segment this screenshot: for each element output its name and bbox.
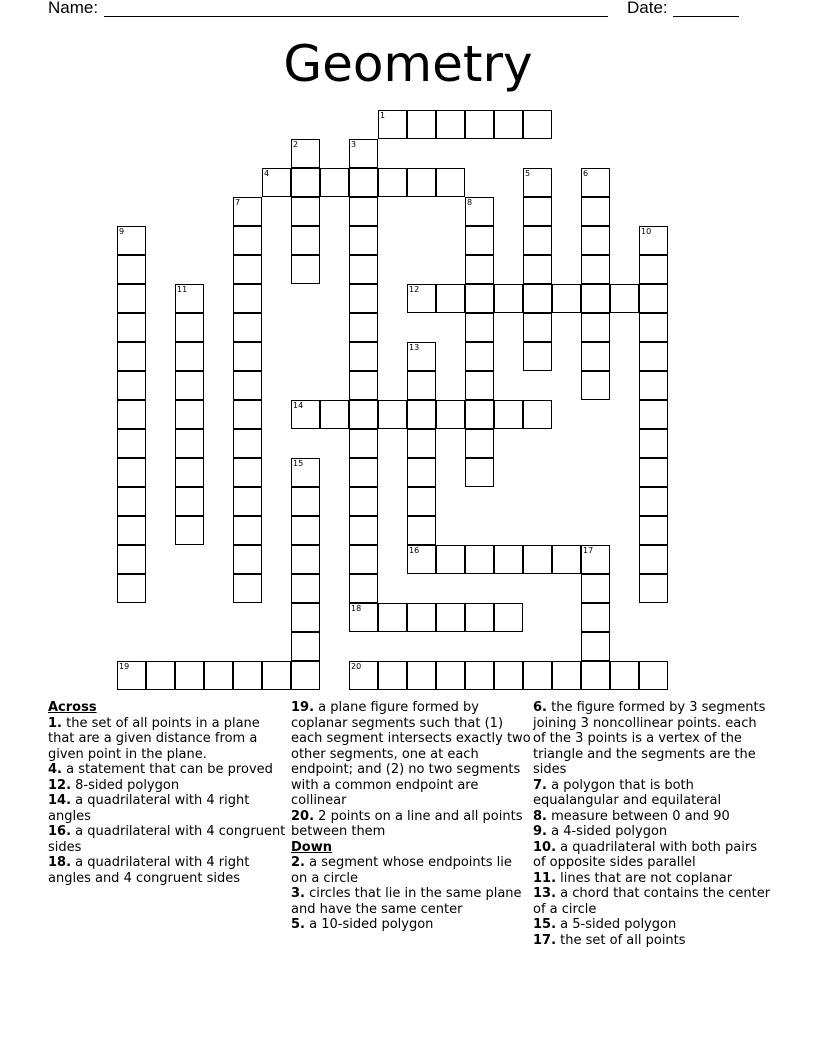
grid-cell[interactable] — [494, 661, 523, 690]
grid-cell[interactable] — [523, 168, 552, 197]
grid-cell[interactable] — [494, 545, 523, 574]
grid-cell[interactable] — [175, 516, 204, 545]
grid-cell[interactable] — [465, 342, 494, 371]
grid-cell[interactable] — [117, 342, 146, 371]
grid-cell[interactable] — [407, 545, 436, 574]
grid-cell[interactable] — [407, 603, 436, 632]
grid-cell[interactable] — [291, 603, 320, 632]
clue-item — [48, 824, 288, 855]
grid-cell[interactable] — [465, 429, 494, 458]
clue-item — [48, 793, 288, 824]
clue-item-number: 8. — [533, 808, 547, 824]
clue-section-heading: Down — [291, 839, 332, 855]
grid-cell[interactable] — [349, 226, 378, 255]
clue-item — [533, 871, 773, 887]
clue-item-number: 10. — [533, 839, 557, 855]
clue-item-number: 18. — [48, 855, 72, 870]
grid-cell[interactable] — [436, 661, 465, 690]
grid-cell[interactable] — [291, 197, 320, 226]
grid-cell[interactable] — [117, 371, 146, 400]
grid-cell[interactable] — [610, 661, 639, 690]
grid-cell[interactable] — [494, 284, 523, 313]
grid-cell[interactable] — [233, 226, 262, 255]
clue-number: 15 — [293, 459, 304, 468]
clue-item-text: a 10-sided polygon — [304, 917, 434, 932]
clue-item — [533, 824, 773, 840]
grid-cell[interactable] — [581, 313, 610, 342]
grid-cell[interactable] — [117, 545, 146, 574]
grid-cell[interactable] — [349, 284, 378, 313]
grid-cell[interactable] — [581, 545, 610, 574]
grid-cell[interactable] — [436, 603, 465, 632]
clue-item-text: the set of all points — [556, 932, 686, 948]
grid-cell[interactable] — [436, 168, 465, 197]
clue-number: 9 — [119, 227, 125, 236]
clue-item-number: 16. — [48, 824, 72, 839]
clue-item-text: the figure formed by 3 segments joining 3 noncollinear points. each of the 3 points is a vertex of the triangle and the segments are the sides — [533, 700, 766, 777]
grid-cell[interactable] — [639, 313, 668, 342]
grid-cell[interactable] — [233, 545, 262, 574]
grid-cell[interactable] — [407, 371, 436, 400]
clue-item-number: 3. — [291, 886, 305, 901]
grid-cell[interactable] — [378, 661, 407, 690]
grid-cell[interactable] — [581, 371, 610, 400]
grid-cell[interactable] — [349, 342, 378, 371]
grid-cell[interactable] — [494, 603, 523, 632]
grid-cell[interactable] — [117, 313, 146, 342]
clue-number: 11 — [177, 285, 188, 294]
clue-section-heading: Across — [48, 700, 97, 715]
clue-item-number: 20. — [291, 808, 315, 824]
clue-item-text: 2 points on a line and all points between them — [291, 808, 523, 839]
grid-cell[interactable] — [581, 284, 610, 313]
grid-cell[interactable] — [523, 342, 552, 371]
clue-number: 7 — [235, 198, 241, 207]
grid-cell[interactable] — [349, 458, 378, 487]
grid-cell[interactable] — [349, 516, 378, 545]
clue-item-number: 7. — [533, 777, 547, 793]
grid-cell[interactable] — [639, 284, 668, 313]
clue-number: 13 — [409, 343, 420, 352]
grid-cell[interactable] — [262, 168, 291, 197]
grid-cell[interactable] — [639, 574, 668, 603]
grid-cell[interactable] — [175, 371, 204, 400]
grid-cell[interactable] — [523, 661, 552, 690]
grid-cell[interactable] — [175, 429, 204, 458]
clue-item — [533, 778, 773, 809]
clue-item-text: 8-sided polygon — [71, 777, 180, 793]
grid-cell[interactable] — [349, 574, 378, 603]
clue-item-number: 1. — [48, 715, 62, 731]
clue-item-number: 6. — [533, 700, 547, 715]
clue-item-text: a quadrilateral with 4 right angles and 4 congruent sides — [48, 855, 250, 886]
grid-cell[interactable] — [349, 545, 378, 574]
grid-cell[interactable] — [407, 284, 436, 313]
grid-cell[interactable] — [349, 400, 378, 429]
clue-item-text: a quadrilateral with both pairs of opposite sides parallel — [533, 839, 757, 870]
clue-number: 14 — [293, 401, 304, 410]
grid-cell[interactable] — [639, 458, 668, 487]
grid-cell[interactable] — [407, 400, 436, 429]
clue-item — [48, 716, 288, 763]
clue-item — [533, 933, 773, 949]
grid-cell[interactable] — [291, 516, 320, 545]
grid-cell[interactable] — [233, 284, 262, 313]
clue-item — [48, 778, 288, 794]
grid-cell[interactable] — [581, 226, 610, 255]
grid-cell[interactable] — [349, 255, 378, 284]
grid-cell[interactable] — [233, 429, 262, 458]
grid-cell[interactable] — [146, 661, 175, 690]
grid-cell[interactable] — [639, 371, 668, 400]
grid-cell[interactable] — [465, 371, 494, 400]
grid-cell[interactable] — [436, 284, 465, 313]
name-label: Name: — [48, 0, 99, 17]
clue-item-number: 4. — [48, 762, 62, 777]
clue-item-number: 17. — [533, 932, 557, 948]
clue-item — [48, 762, 288, 778]
clue-number: 2 — [293, 140, 299, 149]
grid-cell[interactable] — [291, 255, 320, 284]
clue-item-text: a polygon that is both equalangular and equilateral — [533, 777, 722, 808]
clue-item-number: 9. — [533, 824, 547, 839]
grid-cell[interactable] — [581, 342, 610, 371]
date-label: Date: — [627, 0, 668, 17]
grid-cell[interactable] — [436, 545, 465, 574]
grid-cell[interactable] — [523, 110, 552, 139]
grid-cell[interactable] — [465, 603, 494, 632]
clue-item-number: 13. — [533, 886, 557, 901]
grid-cell[interactable] — [407, 110, 436, 139]
grid-cell[interactable] — [175, 313, 204, 342]
clue-item-text: a statement that can be proved — [61, 762, 273, 777]
clue-item — [291, 886, 531, 917]
clue-item-number: 12. — [48, 777, 72, 793]
grid-cell[interactable] — [349, 139, 378, 168]
clue-number: 17 — [583, 546, 594, 555]
grid-cell[interactable] — [465, 545, 494, 574]
grid-cell[interactable] — [639, 516, 668, 545]
grid-cell[interactable] — [175, 400, 204, 429]
grid-cell[interactable] — [639, 487, 668, 516]
grid-cell[interactable] — [407, 429, 436, 458]
grid-cell[interactable] — [407, 342, 436, 371]
clue-item-text: a quadrilateral with 4 right angles — [48, 793, 250, 824]
grid-cell[interactable] — [581, 661, 610, 690]
grid-cell[interactable] — [523, 226, 552, 255]
clue-item — [533, 809, 773, 825]
clue-item-text: a plane figure formed by coplanar segments such that (1) each segment intersects exactly two other segments, one at each endpoint; and (2) no two segments with a common endpoint are collinear — [291, 700, 531, 808]
grid-cell[interactable] — [349, 371, 378, 400]
grid-cell[interactable] — [233, 516, 262, 545]
grid-cell[interactable] — [639, 400, 668, 429]
clue-item — [291, 855, 531, 886]
grid-cell[interactable] — [175, 661, 204, 690]
grid-cell[interactable] — [349, 661, 378, 690]
clue-item-number: 2. — [291, 855, 305, 870]
grid-cell[interactable] — [523, 255, 552, 284]
grid-cell[interactable] — [233, 661, 262, 690]
grid-cell[interactable] — [117, 487, 146, 516]
grid-cell[interactable] — [175, 487, 204, 516]
grid-cell[interactable] — [465, 661, 494, 690]
grid-cell[interactable] — [465, 458, 494, 487]
grid-cell[interactable] — [378, 603, 407, 632]
grid-cell[interactable] — [175, 342, 204, 371]
clue-item — [533, 700, 773, 778]
grid-cell[interactable] — [639, 429, 668, 458]
grid-cell[interactable] — [320, 168, 349, 197]
grid-cell[interactable] — [291, 661, 320, 690]
grid-cell[interactable] — [581, 255, 610, 284]
grid-cell[interactable] — [117, 458, 146, 487]
grid-cell[interactable] — [349, 197, 378, 226]
grid-cell[interactable] — [465, 110, 494, 139]
grid-cell[interactable] — [407, 487, 436, 516]
clue-item-text: a chord that contains the center of a circle — [533, 886, 771, 917]
grid-cell[interactable] — [175, 284, 204, 313]
grid-cell[interactable] — [291, 400, 320, 429]
grid-cell[interactable] — [581, 632, 610, 661]
grid-cell[interactable] — [291, 168, 320, 197]
clue-item — [291, 917, 531, 933]
clue-item-text: a segment whose endpoints lie on a circle — [291, 855, 512, 886]
grid-cell[interactable] — [639, 661, 668, 690]
grid-cell[interactable] — [523, 400, 552, 429]
clue-item-text: measure between 0 and 90 — [546, 808, 730, 824]
grid-cell[interactable] — [204, 661, 233, 690]
clue-item-text: lines that are not coplanar — [556, 870, 733, 886]
grid-cell[interactable] — [552, 545, 581, 574]
grid-cell[interactable] — [233, 197, 262, 226]
grid-cell[interactable] — [552, 661, 581, 690]
grid-cell[interactable] — [349, 603, 378, 632]
grid-cell[interactable] — [378, 400, 407, 429]
grid-cell[interactable] — [233, 487, 262, 516]
clue-number: 3 — [351, 140, 357, 149]
grid-cell[interactable] — [233, 458, 262, 487]
clue-item-text: the set of all points in a plane that are a given distance from a given point in the plane. — [48, 715, 260, 762]
clue-item-text: circles that lie in the same plane and have the same center — [291, 886, 522, 917]
clue-number: 19 — [119, 662, 130, 671]
grid-cell[interactable] — [465, 400, 494, 429]
grid-cell[interactable] — [465, 313, 494, 342]
clue-number: 12 — [409, 285, 420, 294]
clue-number: 16 — [409, 546, 420, 555]
grid-cell[interactable] — [233, 255, 262, 284]
clue-item-text: a quadrilateral with 4 congruent sides — [48, 824, 286, 855]
clue-item-text: a 4-sided polygon — [546, 824, 668, 839]
clue-number: 20 — [351, 662, 362, 671]
clue-number: 1 — [380, 111, 386, 120]
clue-item-number: 15. — [533, 917, 557, 932]
clue-number: 8 — [467, 198, 473, 207]
grid-cell[interactable] — [349, 168, 378, 197]
grid-cell[interactable] — [581, 603, 610, 632]
grid-cell[interactable] — [262, 661, 291, 690]
clue-item — [291, 809, 531, 840]
clue-item-number: 14. — [48, 793, 72, 808]
clue-item-number: 11. — [533, 870, 557, 886]
grid-cell[interactable] — [291, 458, 320, 487]
grid-cell[interactable] — [436, 110, 465, 139]
grid-cell[interactable] — [523, 197, 552, 226]
grid-cell[interactable] — [349, 429, 378, 458]
grid-cell[interactable] — [291, 632, 320, 661]
grid-cell[interactable] — [117, 226, 146, 255]
grid-cell[interactable] — [523, 313, 552, 342]
clue-number: 18 — [351, 604, 362, 613]
clue-item — [291, 700, 531, 809]
clue-number: 10 — [641, 227, 652, 236]
grid-cell[interactable] — [407, 458, 436, 487]
page-title: Geometry — [283, 35, 533, 93]
grid-cell[interactable] — [436, 400, 465, 429]
grid-cell[interactable] — [175, 458, 204, 487]
grid-cell[interactable] — [117, 516, 146, 545]
clue-number: 6 — [583, 169, 589, 178]
clues-column-1 — [48, 700, 288, 886]
clue-number: 4 — [264, 169, 270, 178]
grid-cell[interactable] — [407, 661, 436, 690]
grid-cell[interactable] — [291, 226, 320, 255]
grid-cell[interactable] — [639, 545, 668, 574]
grid-cell[interactable] — [523, 545, 552, 574]
grid-cell[interactable] — [233, 313, 262, 342]
grid-cell[interactable] — [639, 255, 668, 284]
grid-cell[interactable] — [465, 197, 494, 226]
clue-item — [533, 840, 773, 871]
grid-cell[interactable] — [494, 110, 523, 139]
grid-cell[interactable] — [639, 226, 668, 255]
grid-cell[interactable] — [233, 342, 262, 371]
clues-column-2 — [291, 700, 531, 933]
grid-cell[interactable] — [117, 255, 146, 284]
grid-cell[interactable] — [117, 284, 146, 313]
grid-cell[interactable] — [378, 168, 407, 197]
clue-item-number: 5. — [291, 917, 305, 932]
grid-cell[interactable] — [117, 574, 146, 603]
grid-cell[interactable] — [378, 110, 407, 139]
grid-cell[interactable] — [407, 516, 436, 545]
clue-item-number: 19. — [291, 700, 315, 715]
grid-cell[interactable] — [581, 574, 610, 603]
grid-cell[interactable] — [117, 400, 146, 429]
clue-item — [533, 917, 773, 933]
grid-cell[interactable] — [465, 284, 494, 313]
grid-cell[interactable] — [233, 400, 262, 429]
grid-cell[interactable] — [465, 255, 494, 284]
grid-cell[interactable] — [233, 371, 262, 400]
grid-cell[interactable] — [320, 400, 349, 429]
grid-cell[interactable] — [581, 168, 610, 197]
grid-cell[interactable] — [291, 545, 320, 574]
grid-cell[interactable] — [523, 284, 552, 313]
grid-cell[interactable] — [349, 313, 378, 342]
clue-item — [48, 855, 288, 886]
grid-cell[interactable] — [639, 342, 668, 371]
grid-cell[interactable] — [291, 487, 320, 516]
grid-cell[interactable] — [233, 574, 262, 603]
grid-cell[interactable] — [117, 429, 146, 458]
grid-cell[interactable] — [494, 400, 523, 429]
grid-cell[interactable] — [349, 487, 378, 516]
clue-item — [533, 886, 773, 917]
grid-cell[interactable] — [552, 284, 581, 313]
clue-number: 5 — [525, 169, 531, 178]
grid-cell[interactable] — [581, 197, 610, 226]
grid-cell[interactable] — [465, 226, 494, 255]
grid-cell[interactable] — [291, 574, 320, 603]
grid-cell[interactable] — [407, 168, 436, 197]
grid-cell[interactable] — [291, 139, 320, 168]
grid-cell[interactable] — [117, 661, 146, 690]
clues-column-3 — [533, 700, 773, 948]
grid-cell[interactable] — [610, 284, 639, 313]
clue-item-text: a 5-sided polygon — [556, 917, 677, 932]
